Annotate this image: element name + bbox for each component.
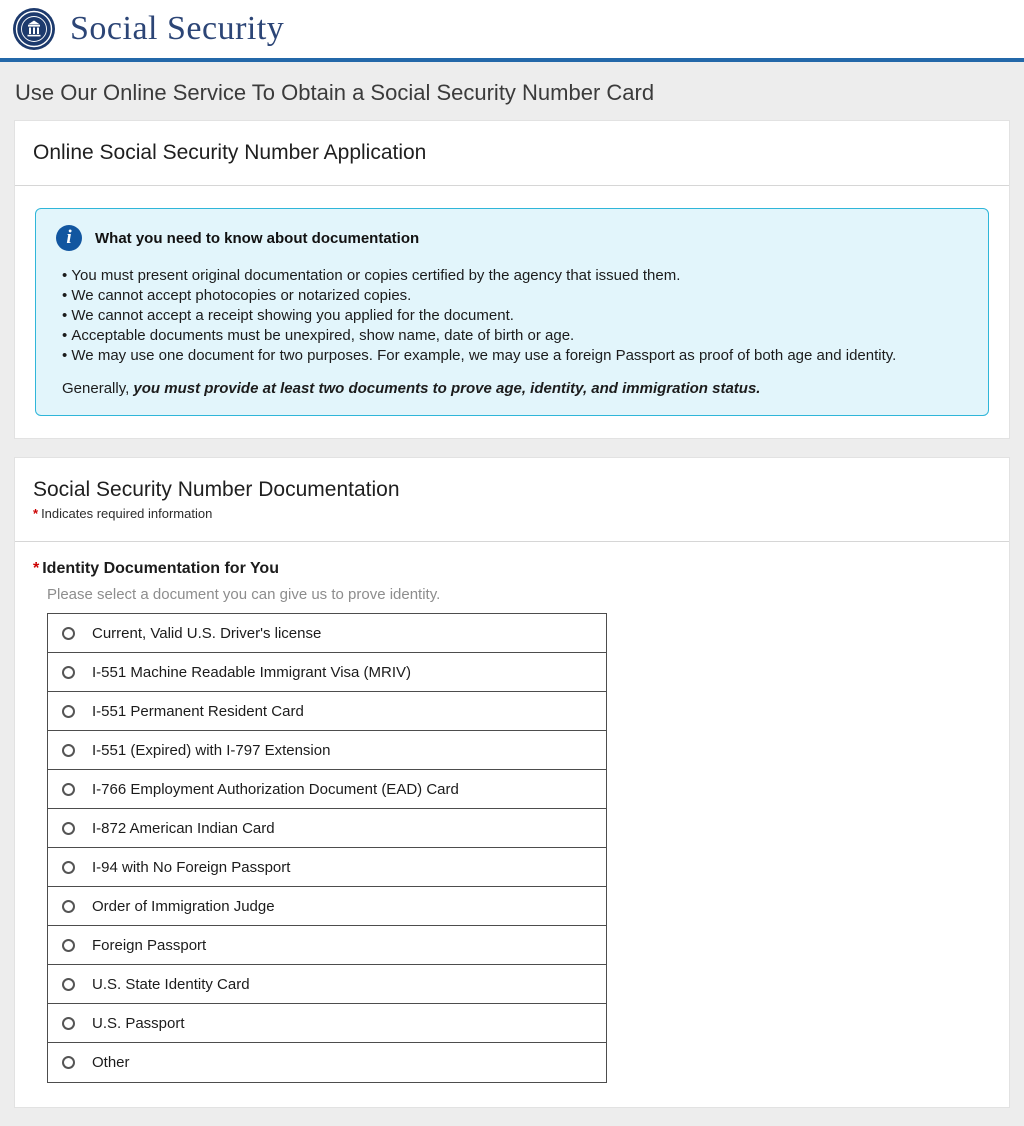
identity-option-i872-american-indian-card[interactable] (48, 809, 606, 848)
identity-option-drivers-license[interactable] (48, 614, 606, 653)
identity-option-foreign-passport[interactable] (48, 926, 606, 965)
radio-button-icon[interactable] (62, 1056, 75, 1069)
info-note-emphasis: you must provide at least two documents to prove age, identity, and immigration status. (133, 380, 761, 397)
identity-option-label: U.S. State Identity Card (92, 975, 250, 993)
required-asterisk: * (33, 560, 40, 577)
identity-option-label: Order of Immigration Judge (92, 897, 275, 915)
info-box-header (56, 225, 968, 251)
radio-button-icon[interactable] (62, 627, 75, 640)
info-bullet: • We cannot accept a receipt showing you applied for the document. (62, 307, 968, 324)
radio-button-icon[interactable] (62, 1017, 75, 1030)
required-note-text: Indicates required information (41, 506, 213, 521)
identity-option-i551-expired-i797[interactable] (48, 731, 606, 770)
radio-button-icon[interactable] (62, 900, 75, 913)
info-box-note (62, 380, 968, 397)
info-icon: i (56, 225, 82, 251)
identity-option-label: Foreign Passport (92, 936, 207, 954)
identity-option-order-of-immigration-judge[interactable] (48, 887, 606, 926)
identity-option-us-state-identity-card[interactable] (48, 965, 606, 1004)
identity-document-option-list (47, 613, 607, 1083)
application-card-title: Online Social Security Number Application (33, 141, 427, 164)
identity-option-label: I-872 American Indian Card (92, 819, 275, 837)
documentation-card-title: Social Security Number Documentation (33, 478, 400, 501)
documentation-info-box (35, 208, 989, 416)
identity-option-other[interactable] (48, 1043, 606, 1082)
identity-option-label: Other (92, 1054, 130, 1071)
application-card (14, 120, 1010, 439)
identity-option-label: Current, Valid U.S. Driver's license (92, 624, 322, 642)
identity-option-label: I-551 Permanent Resident Card (92, 702, 304, 720)
identity-option-i551-mriv[interactable] (48, 653, 606, 692)
radio-button-icon[interactable] (62, 705, 75, 718)
info-bullet: • You must present original documentation or copies certified by the agency that issued them. (62, 267, 968, 284)
site-header (0, 0, 1024, 62)
info-bullet-list (62, 267, 968, 364)
brand-wordmark: Social Security (70, 10, 285, 47)
radio-button-icon[interactable] (62, 978, 75, 991)
identity-section-helper: Please select a document you can give us to prove identity. (47, 586, 441, 603)
identity-option-label: I-766 Employment Authorization Document (EAD) Card (92, 780, 459, 798)
identity-option-i551-permanent-resident[interactable] (48, 692, 606, 731)
documentation-card (14, 457, 1010, 1108)
social-security-seal-icon (12, 7, 56, 51)
radio-button-icon[interactable] (62, 822, 75, 835)
info-bullet: • Acceptable documents must be unexpired, show name, date of birth or age. (62, 327, 968, 344)
radio-button-icon[interactable] (62, 861, 75, 874)
identity-option-us-passport[interactable] (48, 1004, 606, 1043)
identity-option-label: I-551 Machine Readable Immigrant Visa (MRIV) (92, 663, 412, 681)
identity-option-label: U.S. Passport (92, 1014, 185, 1032)
info-note-prefix: Generally, (62, 380, 134, 397)
radio-button-icon[interactable] (62, 783, 75, 796)
identity-section-label-text: Identity Documentation for You (42, 560, 279, 577)
info-bullet: • We cannot accept photocopies or notarized copies. (62, 287, 968, 304)
radio-button-icon[interactable] (62, 939, 75, 952)
required-information-note (33, 506, 991, 521)
identity-option-i94-no-foreign-passport[interactable] (48, 848, 606, 887)
identity-section-label (33, 560, 991, 578)
identity-option-i766-ead-card[interactable] (48, 770, 606, 809)
radio-button-icon[interactable] (62, 666, 75, 679)
info-box-heading: What you need to know about documentation (95, 229, 420, 247)
identity-option-label: I-551 (Expired) with I-797 Extension (92, 741, 331, 759)
radio-button-icon[interactable] (62, 744, 75, 757)
page-title: Use Our Online Service To Obtain a Social Security Number Card (15, 80, 655, 105)
application-card-header (15, 121, 1009, 186)
documentation-card-header (15, 458, 1009, 542)
required-asterisk: * (33, 506, 39, 521)
identity-option-label: I-94 with No Foreign Passport (92, 858, 291, 876)
identity-documentation-section (15, 542, 1009, 1107)
info-bullet: • We may use one document for two purposes. For example, we may use a foreign Passport as proof of both age and identity. (62, 347, 968, 364)
